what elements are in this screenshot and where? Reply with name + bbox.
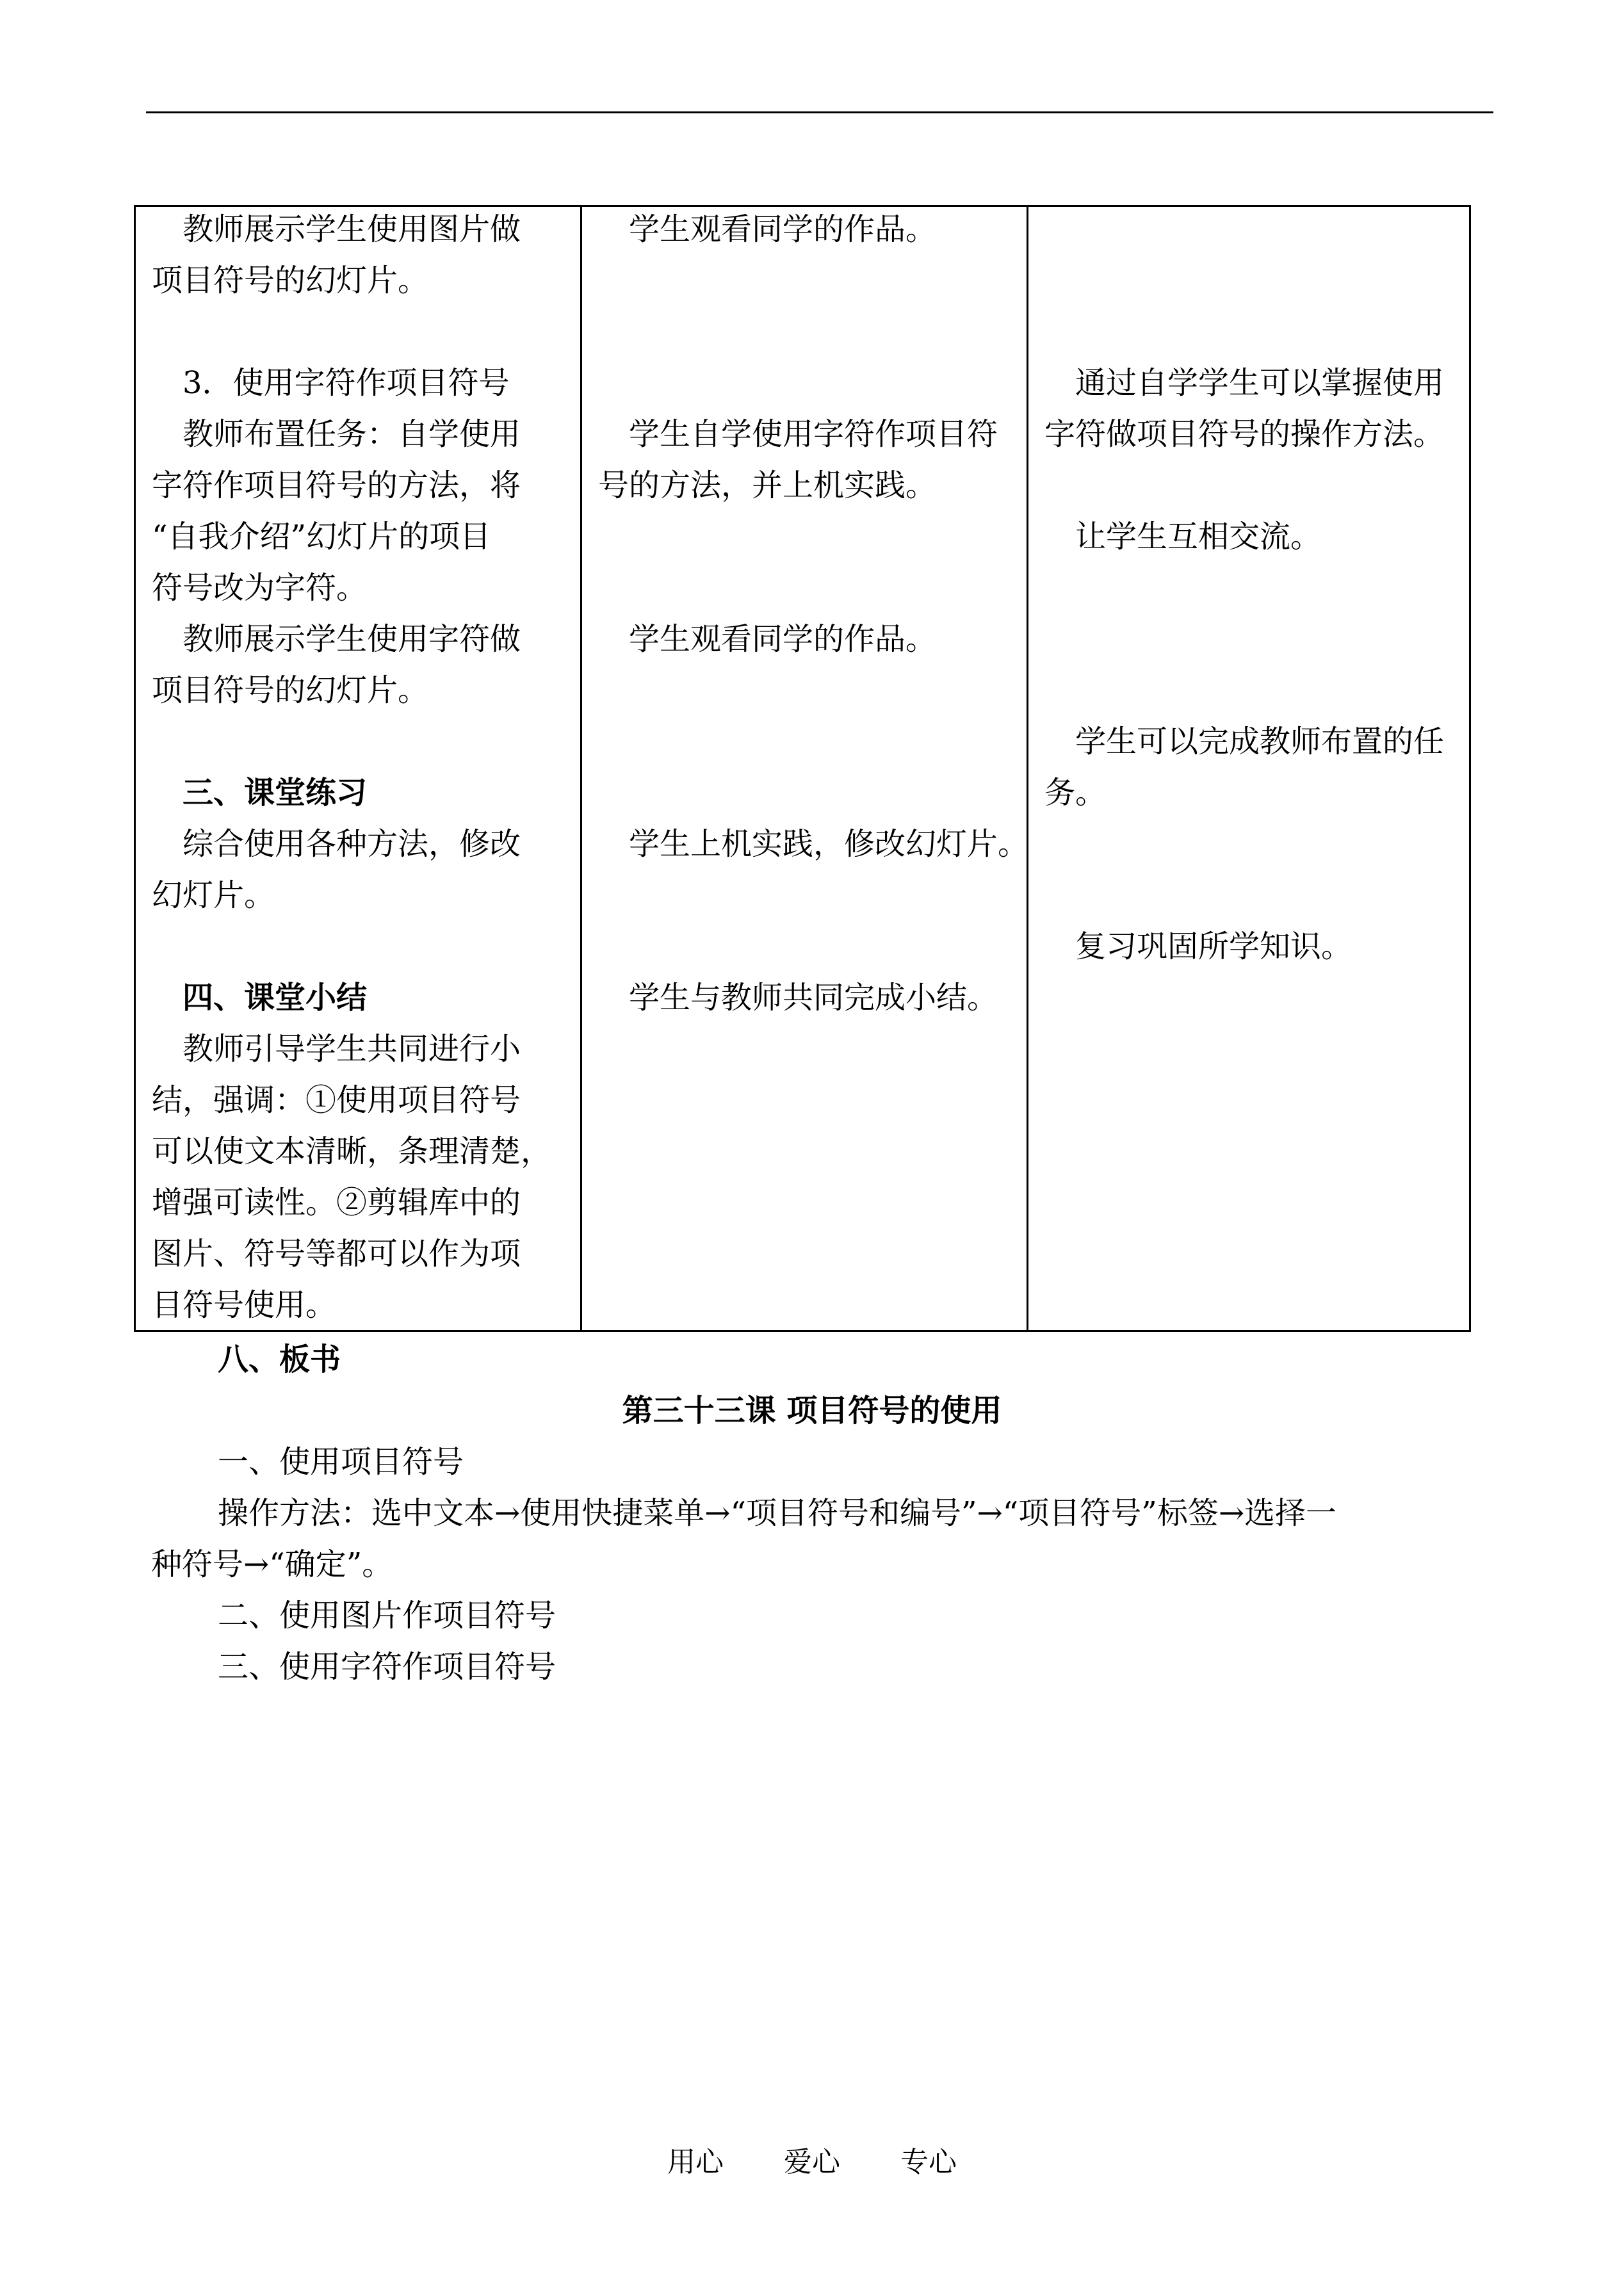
- table-text: 教师布置任务：自学使用: [183, 416, 521, 452]
- table-text: 通过自学学生可以掌握使用: [1075, 365, 1445, 401]
- table-text: 务。: [1044, 775, 1107, 811]
- section-heading: 四、课堂小结: [183, 980, 368, 1016]
- table-text: 号的方法，并上机实践。: [598, 467, 937, 503]
- table-text: 综合使用各种方法，修改: [183, 826, 521, 862]
- board-item: 一、使用项目符号: [218, 1444, 464, 1480]
- table-text: 教师引导学生共同进行小: [183, 1031, 521, 1067]
- board-title: 第三十三课 项目符号的使用: [622, 1393, 1002, 1429]
- lesson-table: [134, 205, 1471, 1332]
- table-text: 项目符号的幻灯片。: [152, 263, 429, 298]
- table-text: 目符号使用。: [152, 1287, 337, 1323]
- table-text: 字符做项目符号的操作方法。: [1044, 416, 1445, 452]
- table-text: 学生上机实践，修改幻灯片。: [629, 826, 1029, 862]
- footer-word: 专心: [900, 2146, 957, 2178]
- footer-word: 用心: [667, 2146, 724, 2178]
- table-text: 复习巩固所学知识。: [1075, 929, 1352, 964]
- method-text: 操作方法：选中文本→使用快捷菜单→“项目符号和编号”→“项目符号”标签→选择一: [218, 1495, 1337, 1531]
- table-text: 学生观看同学的作品。: [629, 211, 937, 247]
- method-text: 种符号→“确定”。: [151, 1546, 393, 1582]
- table-text: 学生观看同学的作品。: [629, 621, 937, 657]
- board-heading: 八、板书: [218, 1342, 341, 1377]
- table-text: 符号改为字符。: [152, 570, 368, 606]
- table-text: 字符作项目符号的方法，将: [152, 467, 521, 503]
- table-text: 教师展示学生使用字符做: [183, 621, 521, 657]
- student-activity-column: [582, 207, 1028, 1330]
- board-item: 三、使用字符作项目符号: [218, 1649, 556, 1685]
- table-text: 学生自学使用字符作项目符: [629, 416, 998, 452]
- footer-word: 爱心: [784, 2146, 840, 2178]
- table-text: 学生与教师共同完成小结。: [629, 980, 998, 1016]
- table-text: 教师展示学生使用图片做: [183, 211, 521, 247]
- page-footer: [0, 2139, 1624, 2180]
- design-intent-column: [1028, 207, 1471, 1330]
- table-text: 图片、符号等都可以作为项: [152, 1236, 521, 1272]
- table-text: “自我介绍”幻灯片的项目: [152, 519, 491, 555]
- table-text: 可以使文本清晰，条理清楚，: [152, 1133, 552, 1169]
- table-text: 项目符号的幻灯片。: [152, 672, 429, 708]
- section-heading: 三、课堂练习: [183, 775, 368, 811]
- table-text: 学生可以完成教师布置的任: [1075, 724, 1445, 759]
- table-text: 幻灯片。: [152, 877, 275, 913]
- teacher-activity-column: [136, 207, 582, 1330]
- table-text: 让学生互相交流。: [1075, 519, 1322, 555]
- table-text: 结，强调：①使用项目符号: [152, 1082, 521, 1118]
- table-text: 3．使用字符作项目符号: [183, 365, 510, 401]
- table-text: 增强可读性。②剪辑库中的: [152, 1185, 521, 1220]
- board-item: 二、使用图片作项目符号: [218, 1598, 556, 1634]
- header-rule: [146, 111, 1493, 113]
